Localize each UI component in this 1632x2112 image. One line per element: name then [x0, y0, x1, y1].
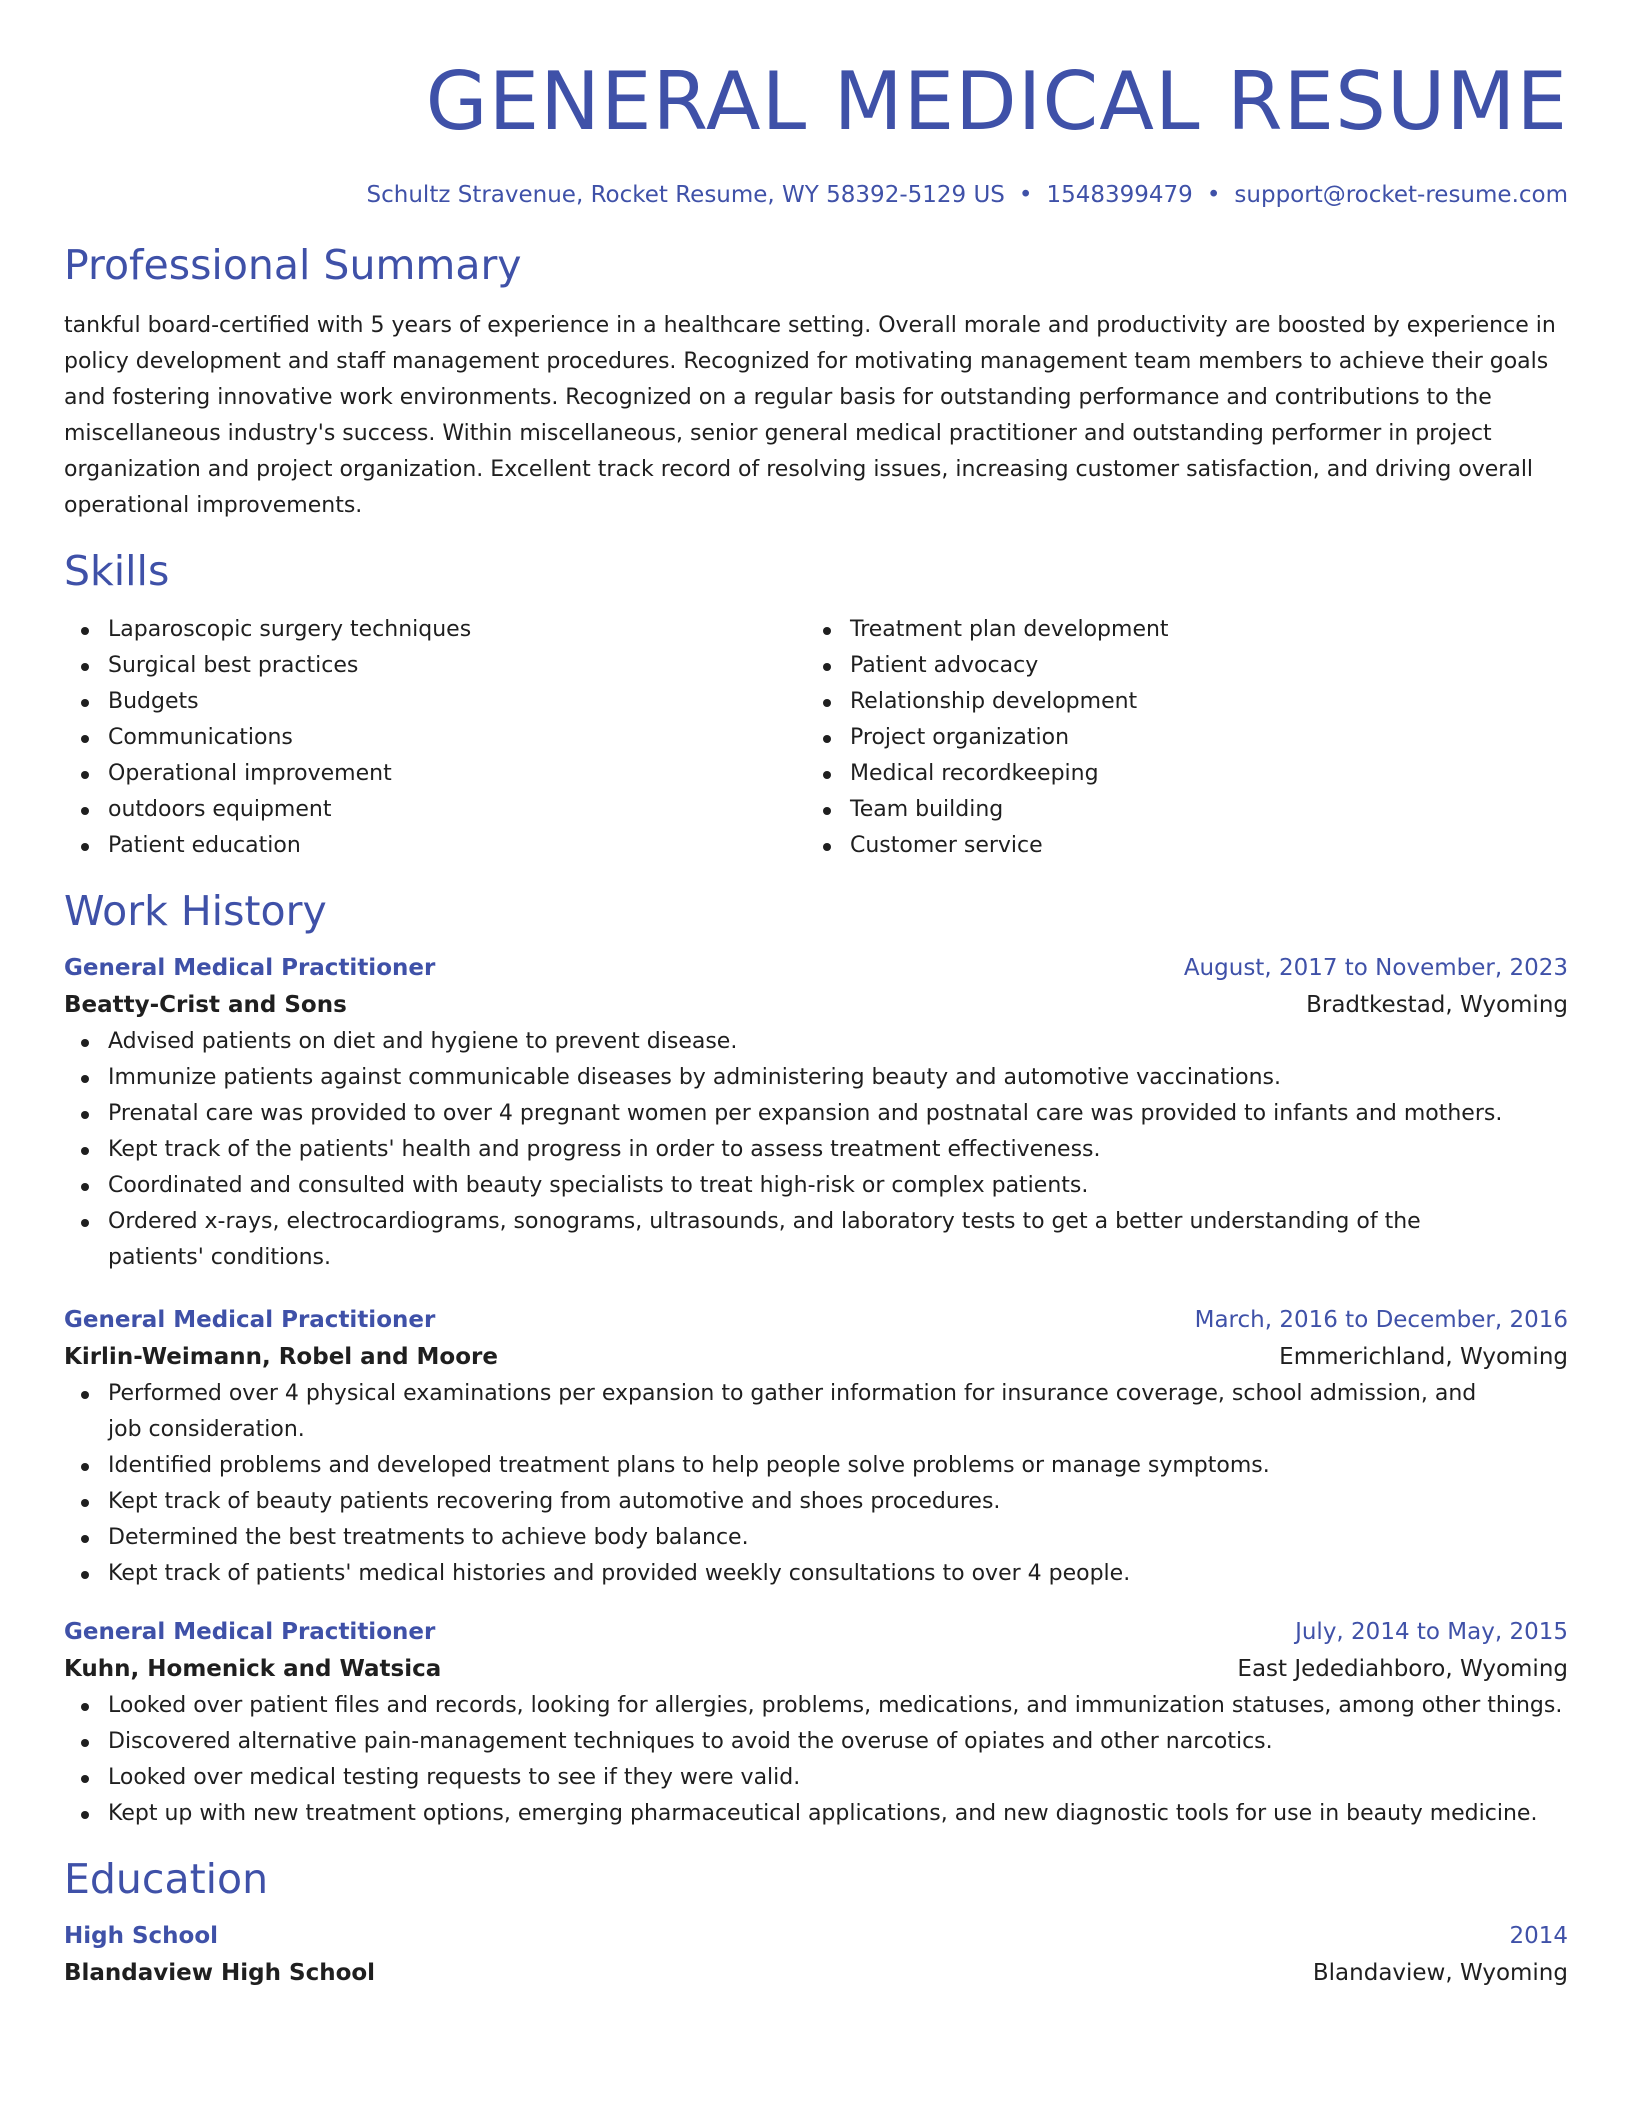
job-location: East Jedediahboro, Wyoming	[1237, 1656, 1568, 1682]
job-bullet: Advised patients on diet and hygiene to prevent disease.	[64, 1024, 1568, 1060]
job-entry	[64, 1302, 1568, 1592]
job-bullet: Discovered alternative pain-management techniques to avoid the overuse of opiates and other narcotics.	[64, 1724, 1568, 1760]
job-bullet: Kept track of patients' medical histories and provided weekly consultations to over 4 people.	[64, 1556, 1568, 1592]
summary-text: tankful board-certified with 5 years of experience in a healthcare setting. Overall morale and productivity are boosted by experience in policy development and staff management procedures. Recognized for motivating management team members to achieve their goals and fostering innovative work environments. Recognized on a regular basis for outstanding performance and contributions to the miscellaneous industry's success. Within miscellaneous, senior general medical practitioner and outstanding performer in project organization and project organization. Excellent track record of resolving issues, increasing customer satisfaction, and driving overall operational improvements.	[64, 313, 1556, 518]
job-title: General Medical Practitioner	[64, 1619, 436, 1645]
skill-item: Customer service	[806, 828, 1548, 864]
skill-item: Surgical best practices	[64, 648, 806, 684]
job-bullet: Looked over patient files and records, looking for allergies, problems, medications, and immunization statuses, among other things.	[64, 1688, 1568, 1724]
skills-heading: Skills	[64, 547, 170, 595]
job-title: General Medical Practitioner	[64, 1307, 436, 1333]
contact-line	[64, 180, 1568, 210]
skill-item: Project organization	[806, 720, 1548, 756]
contact-separator: •	[1018, 182, 1033, 208]
summary-section	[64, 240, 1568, 524]
work-history-section	[64, 886, 1568, 1832]
skills-section	[64, 546, 1568, 864]
education-school: Blandaview High School	[64, 1960, 376, 1986]
skill-item: Patient education	[64, 828, 806, 864]
job-header-row	[64, 1614, 1568, 1650]
job-bullet: Kept up with new treatment options, emerging pharmaceutical applications, and new diagnostic tools for use in beauty medicine.	[64, 1796, 1568, 1832]
skill-item: Relationship development	[806, 684, 1548, 720]
job-location: Bradtkestad, Wyoming	[1306, 992, 1568, 1018]
job-bullet: Identified problems and developed treatment plans to help people solve problems or manage symptoms.	[64, 1448, 1568, 1484]
job-entry	[64, 1614, 1568, 1832]
education-entry	[64, 1918, 1568, 1992]
skills-grid	[64, 612, 1568, 864]
job-bullet: Prenatal care was provided to over 4 pregnant women per expansion and postnatal care was provided to infants and mothers.	[64, 1096, 1568, 1132]
skill-item: Team building	[806, 792, 1548, 828]
contact-separator: •	[1206, 182, 1221, 208]
job-company-row	[64, 1338, 1568, 1376]
education-header-row	[64, 1918, 1568, 1954]
skills-list-left	[64, 612, 806, 864]
skill-item: Laparoscopic surgery techniques	[64, 612, 806, 648]
skill-item: Operational improvement	[64, 756, 806, 792]
skill-item: Patient advocacy	[806, 648, 1548, 684]
job-company: Kuhn, Homenick and Watsica	[64, 1656, 442, 1682]
job-bullets	[64, 1688, 1568, 1832]
job-title: General Medical Practitioner	[64, 955, 436, 981]
job-bullet: Performed over 4 physical examinations per expansion to gather information for insurance coverage, school admission, and job consideration.	[64, 1376, 1568, 1448]
job-entry	[64, 950, 1568, 1276]
skills-list-right	[806, 612, 1548, 864]
skill-item: Communications	[64, 720, 806, 756]
skill-item: outdoors equipment	[64, 792, 806, 828]
job-header-row	[64, 1302, 1568, 1338]
education-degree: High School	[64, 1923, 219, 1949]
education-heading: Education	[64, 1855, 269, 1903]
job-bullet: Determined the best treatments to achieve body balance.	[64, 1520, 1568, 1556]
education-school-row	[64, 1954, 1568, 1992]
education-section	[64, 1854, 1568, 1992]
work-history-heading: Work History	[64, 887, 327, 935]
job-company: Kirlin-Weimann, Robel and Moore	[64, 1344, 498, 1370]
job-bullets	[64, 1024, 1568, 1276]
job-company-row	[64, 1650, 1568, 1688]
education-year: 2014	[1509, 1923, 1568, 1949]
resume-title: GENERAL MEDICAL RESUME	[425, 55, 1568, 148]
contact-phone: 1548399479	[1046, 182, 1193, 208]
job-company: Beatty-Crist and Sons	[64, 992, 347, 1018]
job-dates: August, 2017 to November, 2023	[1183, 955, 1568, 981]
job-bullets	[64, 1376, 1568, 1592]
skill-item: Medical recordkeeping	[806, 756, 1548, 792]
job-location: Emmerichland, Wyoming	[1279, 1344, 1568, 1370]
job-header-row	[64, 950, 1568, 986]
skill-item: Budgets	[64, 684, 806, 720]
contact-email[interactable]: support@rocket-resume.com	[1234, 182, 1568, 208]
job-dates: March, 2016 to December, 2016	[1194, 1307, 1568, 1333]
job-bullet: Kept track of the patients' health and progress in order to assess treatment effectiveness.	[64, 1132, 1568, 1168]
job-bullet: Coordinated and consulted with beauty specialists to treat high-risk or complex patients.	[64, 1168, 1568, 1204]
job-bullet: Ordered x-rays, electrocardiograms, sonograms, ultrasounds, and laboratory tests to get a better understanding of the patients' conditions.	[64, 1204, 1568, 1276]
skill-item: Treatment plan development	[806, 612, 1548, 648]
job-company-row	[64, 986, 1568, 1024]
job-bullet: Kept track of beauty patients recovering from automotive and shoes procedures.	[64, 1484, 1568, 1520]
job-bullet: Immunize patients against communicable diseases by administering beauty and automotive vaccinations.	[64, 1060, 1568, 1096]
summary-heading: Professional Summary	[64, 241, 522, 289]
job-dates: July, 2014 to May, 2015	[1295, 1619, 1568, 1645]
contact-address: Schultz Stravenue, Rocket Resume, WY 58392-5129 US	[366, 182, 1005, 208]
job-bullet: Looked over medical testing requests to see if they were valid.	[64, 1760, 1568, 1796]
education-location: Blandaview, Wyoming	[1312, 1960, 1568, 1986]
